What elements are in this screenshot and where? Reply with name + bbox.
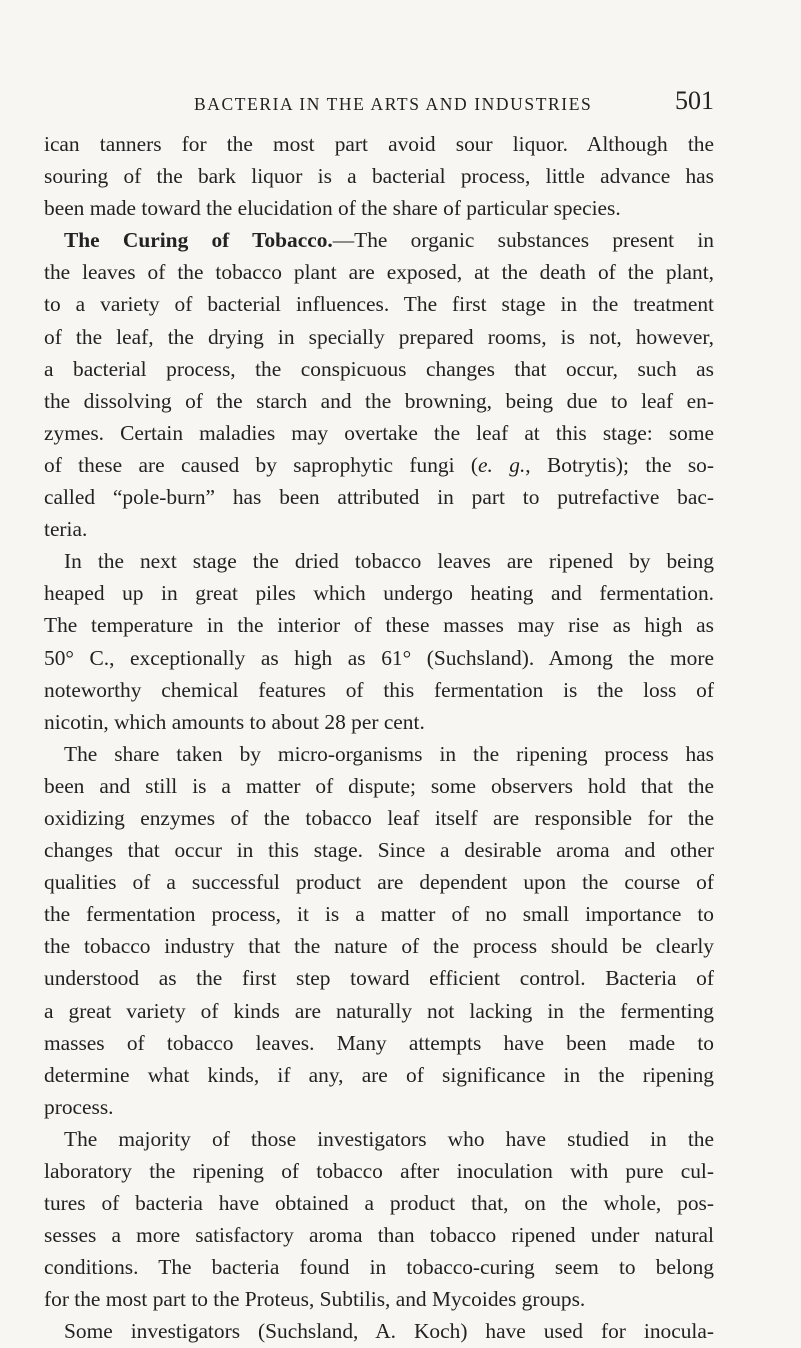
- text-line: the leaves of the tobacco plant are exposed, at the death of the plant,: [44, 260, 714, 285]
- text-line: changes that occur in this stage. Since a desirable aroma and other: [44, 838, 714, 863]
- page-number: 501: [675, 86, 714, 115]
- body-text: [44, 128, 714, 1348]
- text-line: been and still is a matter of dispute; some observers hold that the: [44, 773, 714, 798]
- section-heading: The Curing of Tobacco.: [64, 228, 333, 253]
- text-line: understood as the first step toward efficient control. Bacteria of: [44, 966, 714, 991]
- text-line: The temperature in the interior of these masses may rise as high as: [44, 613, 714, 638]
- text-line: [44, 224, 714, 256]
- text-line: nicotin, which amounts to about 28 per cent.: [44, 709, 425, 734]
- running-head: BACTERIA IN THE ARTS AND INDUSTRIES: [194, 94, 593, 114]
- text-line: souring of the bark liquor is a bacterial process, little advance has: [44, 164, 714, 189]
- text-line: process.: [44, 1094, 114, 1119]
- text-line: the dissolving of the starch and the browning, being due to leaf en-: [44, 388, 714, 413]
- page-header: [44, 86, 714, 122]
- text-line: heaped up in great piles which undergo heating and fermentation.: [44, 581, 714, 606]
- text-line: conditions. The bacteria found in tobacco-curing seem to belong: [44, 1255, 714, 1280]
- text-line: teria.: [44, 517, 88, 542]
- text-line: In the next stage the dried tobacco leaves are ripened by being: [64, 549, 714, 574]
- text-line: called “pole-burn” has been attributed in part to putrefactive bac-: [44, 485, 714, 510]
- text-line: a bacterial process, the conspicuous changes that occur, such as: [44, 356, 714, 381]
- text-span: , Botrytis); the so-: [525, 452, 714, 477]
- italic-span: e. g.: [478, 452, 526, 477]
- text-line: tures of bacteria have obtained a product that, on the whole, pos-: [44, 1191, 714, 1216]
- text-line: the fermentation process, it is a matter of no small importance to: [44, 902, 714, 927]
- text-line: for the most part to the Proteus, Subtilis, and Mycoides groups.: [44, 1287, 586, 1312]
- text-line: Some investigators (Suchsland, A. Koch) have used for inocula-: [64, 1319, 714, 1344]
- text-line: determine what kinds, if any, are of significance in the ripening: [44, 1062, 714, 1087]
- text-line: The share taken by micro-organisms in the ripening process has: [64, 741, 714, 766]
- text-span: of these are caused by saprophytic fungi (: [44, 452, 479, 477]
- text-line: been made toward the elucidation of the share of particular species.: [44, 196, 621, 221]
- text-line: masses of tobacco leaves. Many attempts have been made to: [44, 1030, 714, 1055]
- text-line: ican tanners for the most part avoid sour liquor. Although the: [44, 132, 714, 156]
- text-line: sesses a more satisfactory aroma than tobacco ripened under natural: [44, 1223, 714, 1248]
- text-line: of the leaf, the drying in specially prepared rooms, is not, however,: [44, 324, 714, 349]
- text-line: 50° C., exceptionally as high as 61° (Suchsland). Among the more: [44, 645, 714, 670]
- text-span: —The organic substances present in: [332, 228, 714, 253]
- text-line: laboratory the ripening of tobacco after inoculation with pure cul-: [44, 1159, 714, 1183]
- text-line: a great variety of kinds are naturally not lacking in the fermenting: [44, 998, 714, 1023]
- text-line: noteworthy chemical features of this fermentation is the loss of: [44, 677, 714, 702]
- text-line: [44, 449, 714, 481]
- text-line: qualities of a successful product are dependent upon the course of: [44, 870, 714, 895]
- text-line: The majority of those investigators who have studied in the: [64, 1126, 714, 1151]
- text-line: the tobacco industry that the nature of the process should be clearly: [44, 934, 714, 959]
- text-line: zymes. Certain maladies may overtake the leaf at this stage: some: [44, 420, 714, 445]
- text-line: oxidizing enzymes of the tobacco leaf itself are responsible for the: [44, 805, 714, 830]
- text-line: to a variety of bacterial influences. The first stage in the treatment: [44, 292, 714, 317]
